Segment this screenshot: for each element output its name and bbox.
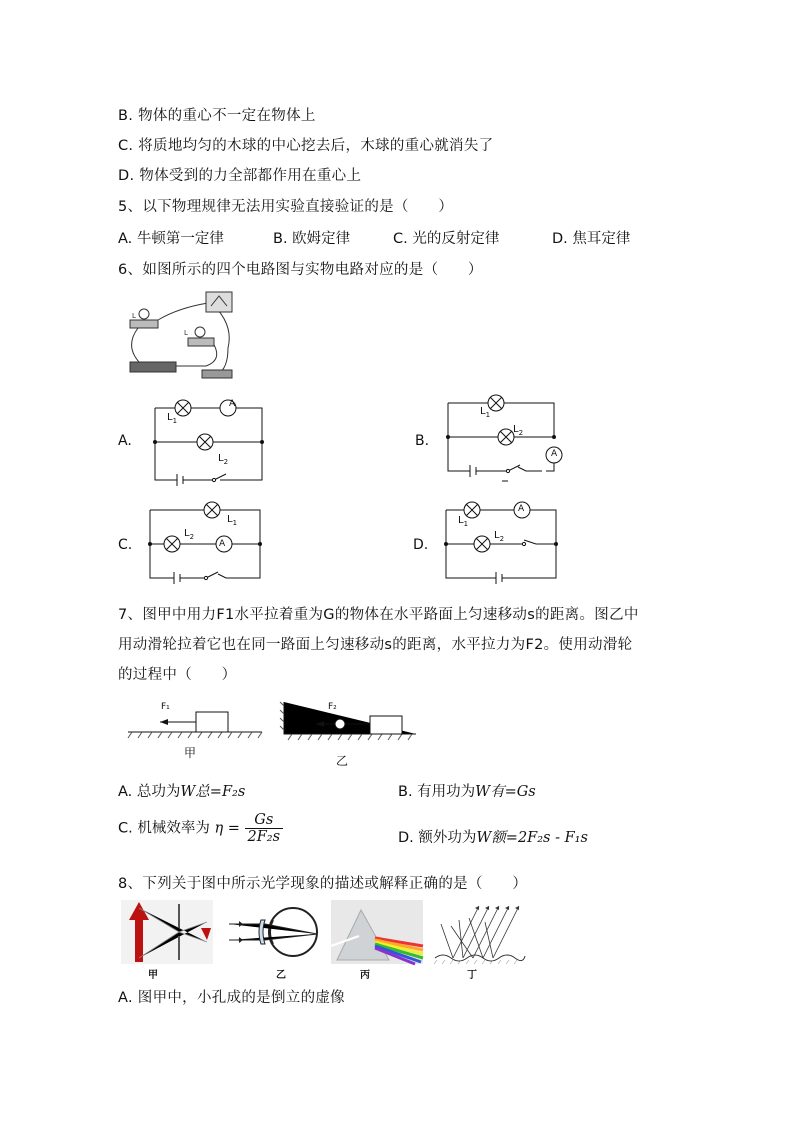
q7-f2-label: F₂ <box>328 702 337 712</box>
q4-option-d: D. 物体受到的力全部都作用在重心上 <box>118 168 362 184</box>
circuit-d-ammeter: A <box>518 504 525 514</box>
circuit-a-l1: $L_1$ <box>167 412 178 425</box>
circuit-c <box>148 500 268 590</box>
q8-caption-yi: 乙 <box>276 970 286 981</box>
q8-stem: 8、下列关于图中所示光学现象的描述或解释正确的是（ ） <box>118 876 528 892</box>
q5-stem: 5、以下物理规律无法用实验直接验证的是（ ） <box>118 199 454 215</box>
q7-option-a: A. 总功为W总=F₂s <box>118 784 246 800</box>
q6-label-b: B. <box>415 433 430 449</box>
q4-option-c: C. 将质地均匀的木球的中心挖去后，木球的重心就消失了 <box>118 138 494 154</box>
q8-figure-ding-reflection <box>433 900 525 964</box>
circuit-a-l2: $L_2$ <box>218 453 229 466</box>
q5-option-d: D. 焦耳定律 <box>552 231 631 247</box>
circuit-b <box>446 395 566 485</box>
q6-label-d: D. <box>413 537 429 553</box>
q8-figure-jia-pinhole <box>121 900 213 964</box>
q7-figure-jia <box>126 700 266 740</box>
efficiency-fraction: $\frac{Gs}{\text{2F₂s}}$ <box>245 812 284 845</box>
circuit-d-l1: $L_1$ <box>458 515 469 528</box>
q8-caption-bing: 丙 <box>360 970 370 981</box>
circuit-b-ammeter: A <box>551 449 558 459</box>
q7-stem-line3: 的过程中（ ） <box>118 667 237 683</box>
circuit-d <box>444 500 564 590</box>
q8-figure-bing-prism <box>331 900 423 964</box>
q8-caption-jia: 甲 <box>148 970 158 981</box>
q7-stem-line1: 7、图甲中用力F1水平拉着重为G的物体在水平路面上匀速移动s的距离。图乙中 <box>118 607 639 623</box>
q7-figure-yi <box>280 700 420 740</box>
circuit-a-ammeter: A <box>229 399 236 409</box>
circuit-c-l1: $L_1$ <box>227 514 238 527</box>
q7-figure-jia-caption: 甲 <box>184 746 197 760</box>
q6-label-c: C. <box>118 537 133 553</box>
q6-label-a: A. <box>118 433 132 449</box>
q7-option-d: D. 额外功为W额=2F₂s - F₁s <box>398 830 588 846</box>
q7-option-b: B. 有用功为W有=Gs <box>398 784 536 800</box>
q8-caption-ding: 丁 <box>467 970 477 981</box>
circuit-d-l2: $L_2$ <box>494 530 505 543</box>
q8-option-a: A. 图甲中，小孔成的是倒立的虚像 <box>118 990 345 1006</box>
q6-stem: 6、如图所示的四个电路图与实物电路对应的是（ ） <box>118 262 483 278</box>
circuit-b-l2: $L_2$ <box>513 424 524 437</box>
svg-text:L: L <box>132 312 136 320</box>
q7-figure-yi-caption: 乙 <box>336 754 349 768</box>
q7-f1-label: F₁ <box>161 702 170 712</box>
q8-figure-yi-eye <box>225 900 325 964</box>
circuit-b-l1: $L_1$ <box>480 406 491 419</box>
q4-option-b: B. 物体的重心不一定在物体上 <box>118 108 316 124</box>
q5-option-b: B. 欧姆定律 <box>273 231 351 247</box>
q7-option-c: C. 机械效率为 η = $\frac{Gs}{\text{2F₂s}}$ <box>118 812 283 845</box>
physical-circuit-figure <box>118 288 248 388</box>
q5-option-c: C. 光的反射定律 <box>393 231 500 247</box>
circuit-c-l2: $L_2$ <box>184 528 195 541</box>
q5-option-a: A. 牛顿第一定律 <box>118 231 224 247</box>
circuit-c-ammeter: A <box>219 539 226 549</box>
svg-text:L: L <box>184 329 188 337</box>
q7-stem-line2: 用动滑轮拉着它也在同一路面上匀速移动s的距离，水平拉力为F2。使用动滑轮 <box>118 637 633 653</box>
